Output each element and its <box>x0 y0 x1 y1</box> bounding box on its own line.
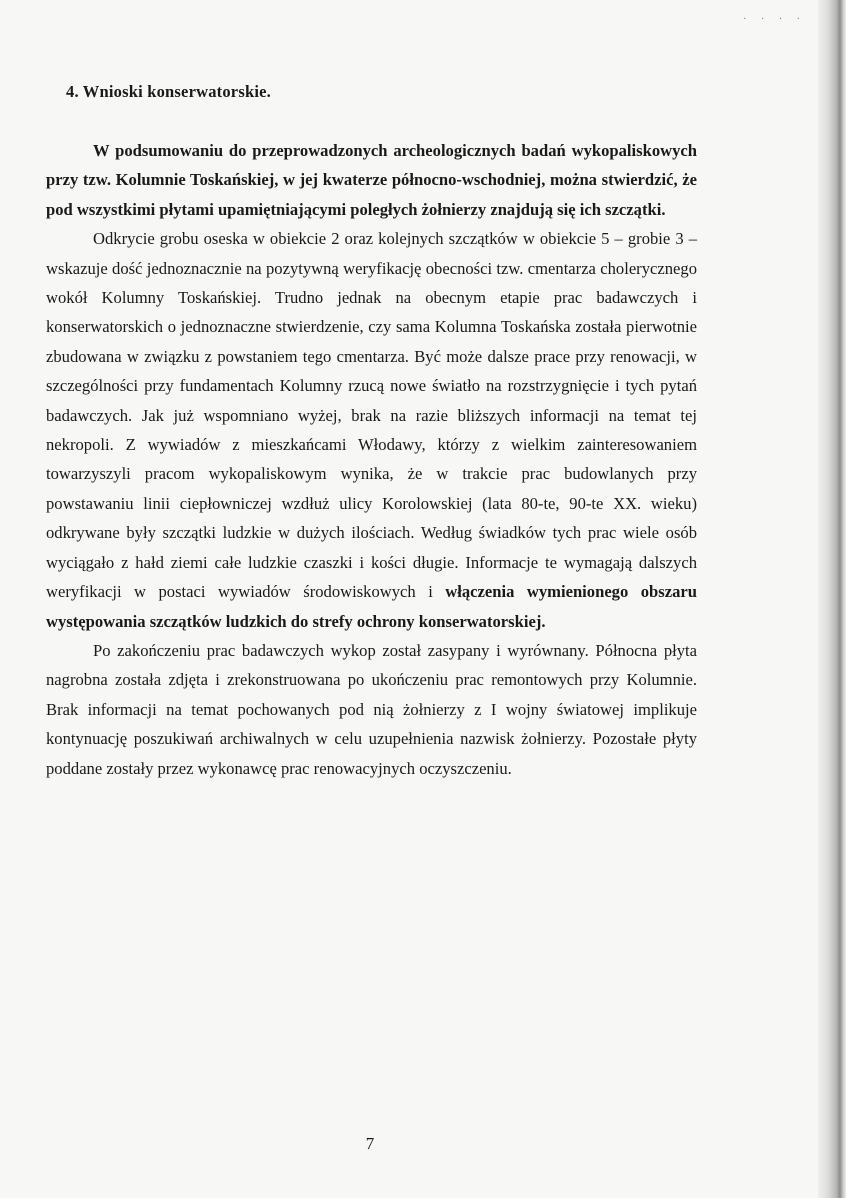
section-heading: 4. Wnioski konserwatorskie. <box>66 82 271 101</box>
conclusion-text: Po zakończeniu prac badawczych wykop został zasypany i wyrównany. Północna płyta nagrobna została zdjęta i zrekonstruowana po ukończeniu prac remontowych przy Kolumnie. Brak informacji na temat pochowanych pod nią żołnierzy z I wojny światowej implikuje kontynuację poszukiwań archiwalnych w celu uzupełnienia nazwisk żołnierzy. Pozostałe płyty poddane zostały przez wykonawcę prac renowacyjnych oczyszczeniu. <box>46 640 697 778</box>
scan-artifact: · · · · <box>743 14 806 25</box>
discovery-bold-text: włączenia wymienionego obszaru występowania szczątków ludzkich do strefy ochrony konserwatorskiej. <box>46 582 697 631</box>
paragraph-discovery <box>46 224 697 636</box>
paragraph-conclusion <box>46 636 697 783</box>
discovery-text: Odkrycie grobu oseska w obiekcie 2 oraz kolejnych szczątków w obiekcie 5 – grobie 3 – wskazuje dość jednoznacznie na pozytywną weryfikację obecności tzw. cmentarza cholerycznego wokół Kolumny Toskańskiej. Trudno jednak na obecnym etapie prac badawczych i konserwatorskich o jednoznaczne stwierdzenie, czy sama Kolumna Toskańska została pierwotnie zbudowana w związku z powstaniem tego cmentarza. Być może dalsze prace przy renowacji, w szczególności przy fundamentach Kolumny rzucą nowe światło na rozstrzygnięcie i tych pytań badawczych. Jak już wspomniano wyżej, brak na razie bliższych informacji na temat tej nekropoli. Z wywiadów z mieszkańcami Włodawy, którzy z wielkim zainteresowaniem towarzyszyli pracom wykopaliskowym wynika, że w trakcie prac budowlanych przy powstawaniu linii ciepłowniczej wzdłuż ulicy Korolowskiej (lata 80-te, 90-te XX. wieku) odkrywane były szczątki ludzkie w dużych ilościach. Według świadków tych prac wiele osób wyciągało z hałd ziemi całe ludzkie czaszki i kości długie. Informacje te wymagają dalszych weryfikacji w postaci wywiadów środowiskowych i <box>46 229 697 602</box>
scan-border <box>818 0 846 1198</box>
paragraph-summary <box>46 136 697 224</box>
page-number: 7 <box>365 1134 375 1153</box>
summary-bold-text: W podsumowaniu do przeprowadzonych archeologicznych badań wykopaliskowych przy tzw. Kolumnie Toskańskiej, w jej kwaterze północno-wschodniej, można stwierdzić, że pod wszystkimi płytami upamiętniającymi poległych żołnierzy znajdują się ich szczątki. <box>46 141 697 219</box>
document-body <box>46 136 697 783</box>
